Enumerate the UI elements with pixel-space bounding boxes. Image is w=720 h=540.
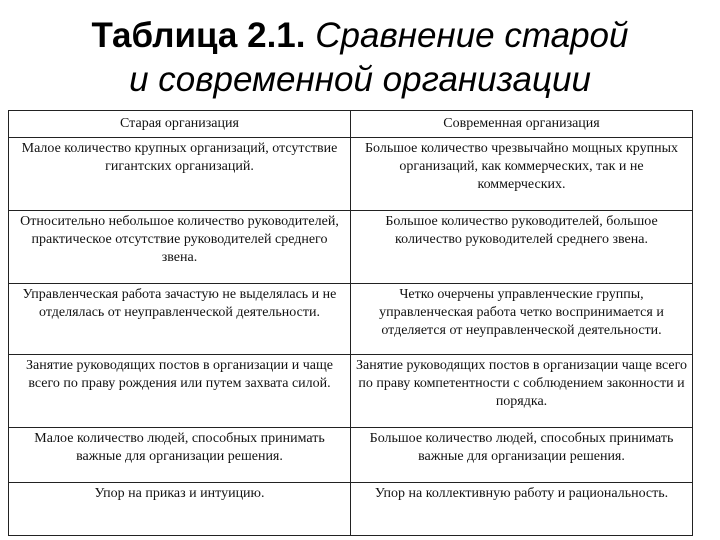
title-line-1 (0, 14, 720, 58)
cell-old: Занятие руководящих постов в организации и чаще всего по праву рождения или путем захвата силой. (9, 355, 351, 428)
cell-old: Упор на приказ и интуицию. (9, 483, 351, 536)
table-row (9, 355, 693, 428)
table-row (9, 483, 693, 536)
table-row (9, 428, 693, 483)
title-text-line-2: и современной организации (129, 60, 591, 99)
slide-title (0, 14, 720, 102)
table-header-row (9, 111, 693, 138)
table-row (9, 138, 693, 211)
table-row (9, 284, 693, 355)
cell-old: Управленческая работа зачастую не выделялась и не отделялась от неуправленческой деятельности. (9, 284, 351, 355)
cell-modern: Большое количество чрезвычайно мощных крупных организаций, как коммерческих, так и не коммерческих. (351, 138, 693, 211)
cell-modern: Большое количество руководителей, большое количество руководителей среднего звена. (351, 211, 693, 284)
cell-modern: Большое количество людей, способных принимать важные для организации решения. (351, 428, 693, 483)
table-row (9, 211, 693, 284)
cell-old: Малое количество крупных организаций, отсутствие гигантских организаций. (9, 138, 351, 211)
comparison-table (8, 110, 693, 536)
cell-modern: Упор на коллективную работу и рациональность. (351, 483, 693, 536)
header-old-organization: Старая организация (9, 111, 351, 138)
title-text-line-1: Сравнение старой (315, 16, 629, 55)
cell-old: Малое количество людей, способных принимать важные для организации решения. (9, 428, 351, 483)
cell-modern: Занятие руководящих постов в организации чаще всего по праву компетентности с соблюдением законности и порядка. (351, 355, 693, 428)
title-label: Таблица 2.1. (91, 16, 306, 55)
cell-old: Относительно небольшое количество руководителей, практическое отсутствие руководителей среднего звена. (9, 211, 351, 284)
cell-modern: Четко очерчены управленческие группы, управленческая работа четко воспринимается и отделяется от неуправленческой деятельности. (351, 284, 693, 355)
header-modern-organization: Современная организация (351, 111, 693, 138)
